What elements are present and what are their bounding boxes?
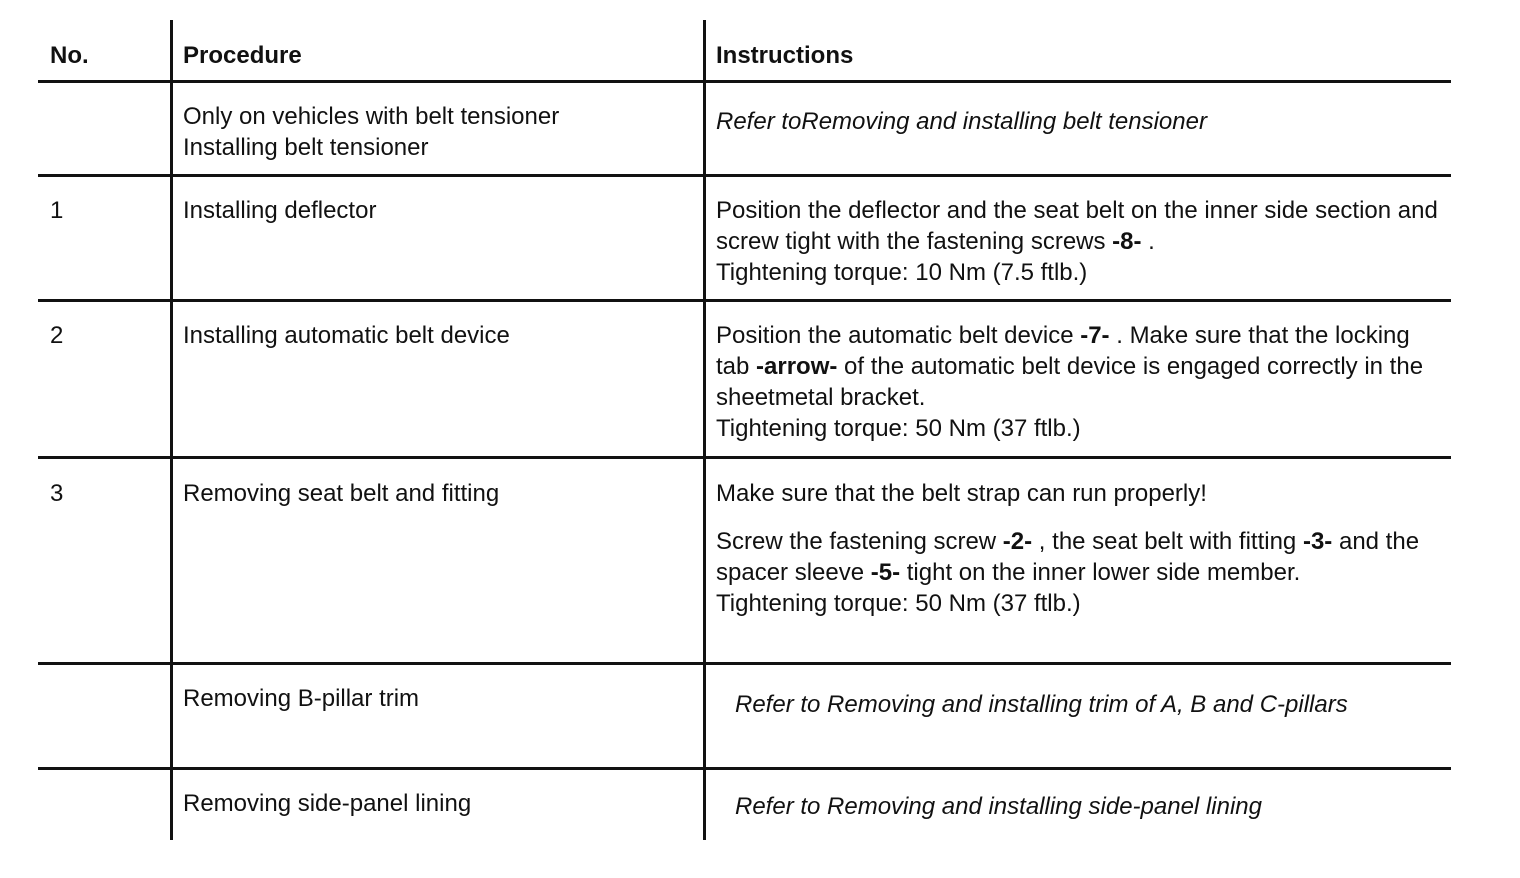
item-reference: -8- [1112,228,1142,255]
instruction-text [716,478,1441,619]
instruction-part: . [1141,228,1155,255]
instruction-part: Position the automatic belt device [716,322,1081,349]
procedure-text: Removing seat belt and fitting [183,480,500,507]
item-reference: -7- [1080,322,1110,349]
instruction-text [716,195,1441,288]
reference-prefix: Refer to [716,108,802,135]
caution-note: Make sure that the belt strap can run properly! [716,480,1207,507]
step-number: 1 [50,197,64,224]
item-reference: -5- [870,559,901,586]
torque-spec: Tightening torque: 10 Nm (7.5 ftlb.) [716,259,1088,286]
instruction-part: , the seat belt with fitting [1032,528,1303,555]
procedure-text: Only on vehicles with belt tensioner [183,103,560,130]
header-procedure: Procedure [183,42,302,69]
row-divider [38,456,1451,459]
instruction-part: tight on the inner lower side member. [900,559,1301,586]
column-divider-2 [703,20,706,840]
row-divider [38,80,1451,83]
row-divider [38,767,1451,770]
row-divider [38,174,1451,177]
table-row [183,101,693,163]
instruction-part: . Make sure that the locking tab [716,322,1410,380]
instruction-text [716,320,1441,444]
procedure-text: Installing automatic belt device [183,322,510,349]
procedure-text: Installing deflector [183,197,377,224]
reference-title[interactable]: Removing and installing belt tensioner [801,108,1207,135]
item-reference: -arrow- [756,353,838,380]
reference-link[interactable]: Refer to Removing and installing trim of A, B and C-pillars [735,691,1348,718]
column-divider-1 [170,20,173,840]
reference-link[interactable]: Refer to Removing and installing side-panel lining [735,793,1262,820]
header-instructions: Instructions [716,42,854,69]
procedure-text: Installing belt tensioner [183,134,429,161]
step-number: 3 [50,480,64,507]
header-no: No. [50,42,89,69]
torque-spec: Tightening torque: 50 Nm (37 ftlb.) [716,415,1081,442]
step-number: 2 [50,322,64,349]
instruction-part: and the spacer sleeve [716,528,1420,586]
instruction-part: of the automatic belt device is engaged correctly in the sheetmetal bracket. [716,353,1424,411]
row-divider [38,662,1451,665]
procedure-text: Removing B-pillar trim [183,685,420,712]
instruction-part: Position the deflector and the seat belt on the inner side section and screw tight with the fastening screws [716,197,1438,255]
torque-spec: Tightening torque: 50 Nm (37 ftlb.) [716,590,1081,617]
row-divider [38,299,1451,302]
procedure-text: Removing side-panel lining [183,790,472,817]
item-reference: -3- [1302,528,1333,555]
instruction-part: Screw the fastening screw [716,528,1003,555]
reference-link[interactable] [716,106,1436,137]
item-reference: -2- [1002,528,1033,555]
